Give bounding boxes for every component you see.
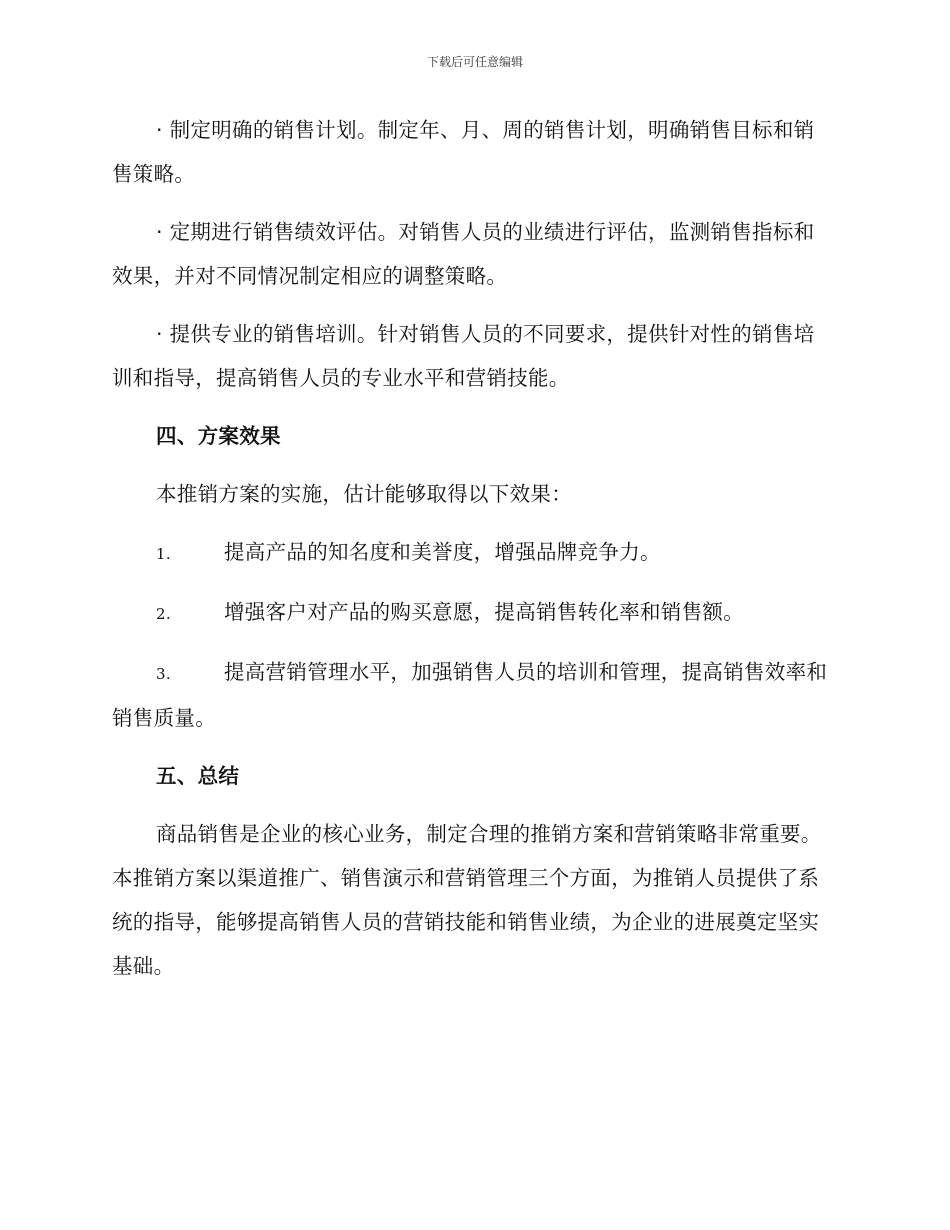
list-number: 3. — [156, 665, 171, 683]
list-item — [112, 650, 834, 740]
list-text: 增强客户对产品的购买意愿，提高销售转化率和销售额。 — [224, 600, 744, 624]
document-body — [112, 108, 834, 1002]
section-heading-summary: 五、总结 — [156, 764, 240, 788]
list-text: 提高营销管理水平，加强销售人员的培训和管理，提高销售效率和销售质量。 — [112, 660, 828, 730]
effects-intro: 本推销方案的实施，估计能够取得以下效果： — [156, 482, 572, 506]
section-heading-effects: 四、方案效果 — [156, 424, 281, 448]
list-number: 1. — [156, 545, 171, 563]
bullet-performance-review: · 定期进行销售绩效评估。对销售人员的业绩进行评估，监测销售指标和效果，并对不同情况制定相应的调整策略。 — [112, 220, 815, 288]
list-number: 2. — [156, 605, 171, 623]
summary-paragraph: 商品销售是企业的核心业务，制定合理的推销方案和营销策略非常重要。本推销方案以渠道推广、销售演示和营销管理三个方面，为推销人员提供了系统的指导，能够提高销售人员的营销技能和销售业绩，为企业的进展奠定坚实基础。 — [112, 822, 822, 978]
list-text: 提高产品的知名度和美誉度，增强品牌竞争力。 — [224, 540, 661, 564]
list-item — [112, 530, 834, 576]
bullet-sales-plan: · 制定明确的销售计划。制定年、月、周的销售计划，明确销售目标和销售策略。 — [112, 118, 815, 186]
header-note: 下载后可任意编辑 — [426, 55, 523, 69]
list-item — [112, 590, 834, 636]
bullet-sales-training: · 提供专业的销售培训。针对销售人员的不同要求，提供针对性的销售培训和指导，提高销售人员的专业水平和营销技能。 — [112, 322, 815, 390]
